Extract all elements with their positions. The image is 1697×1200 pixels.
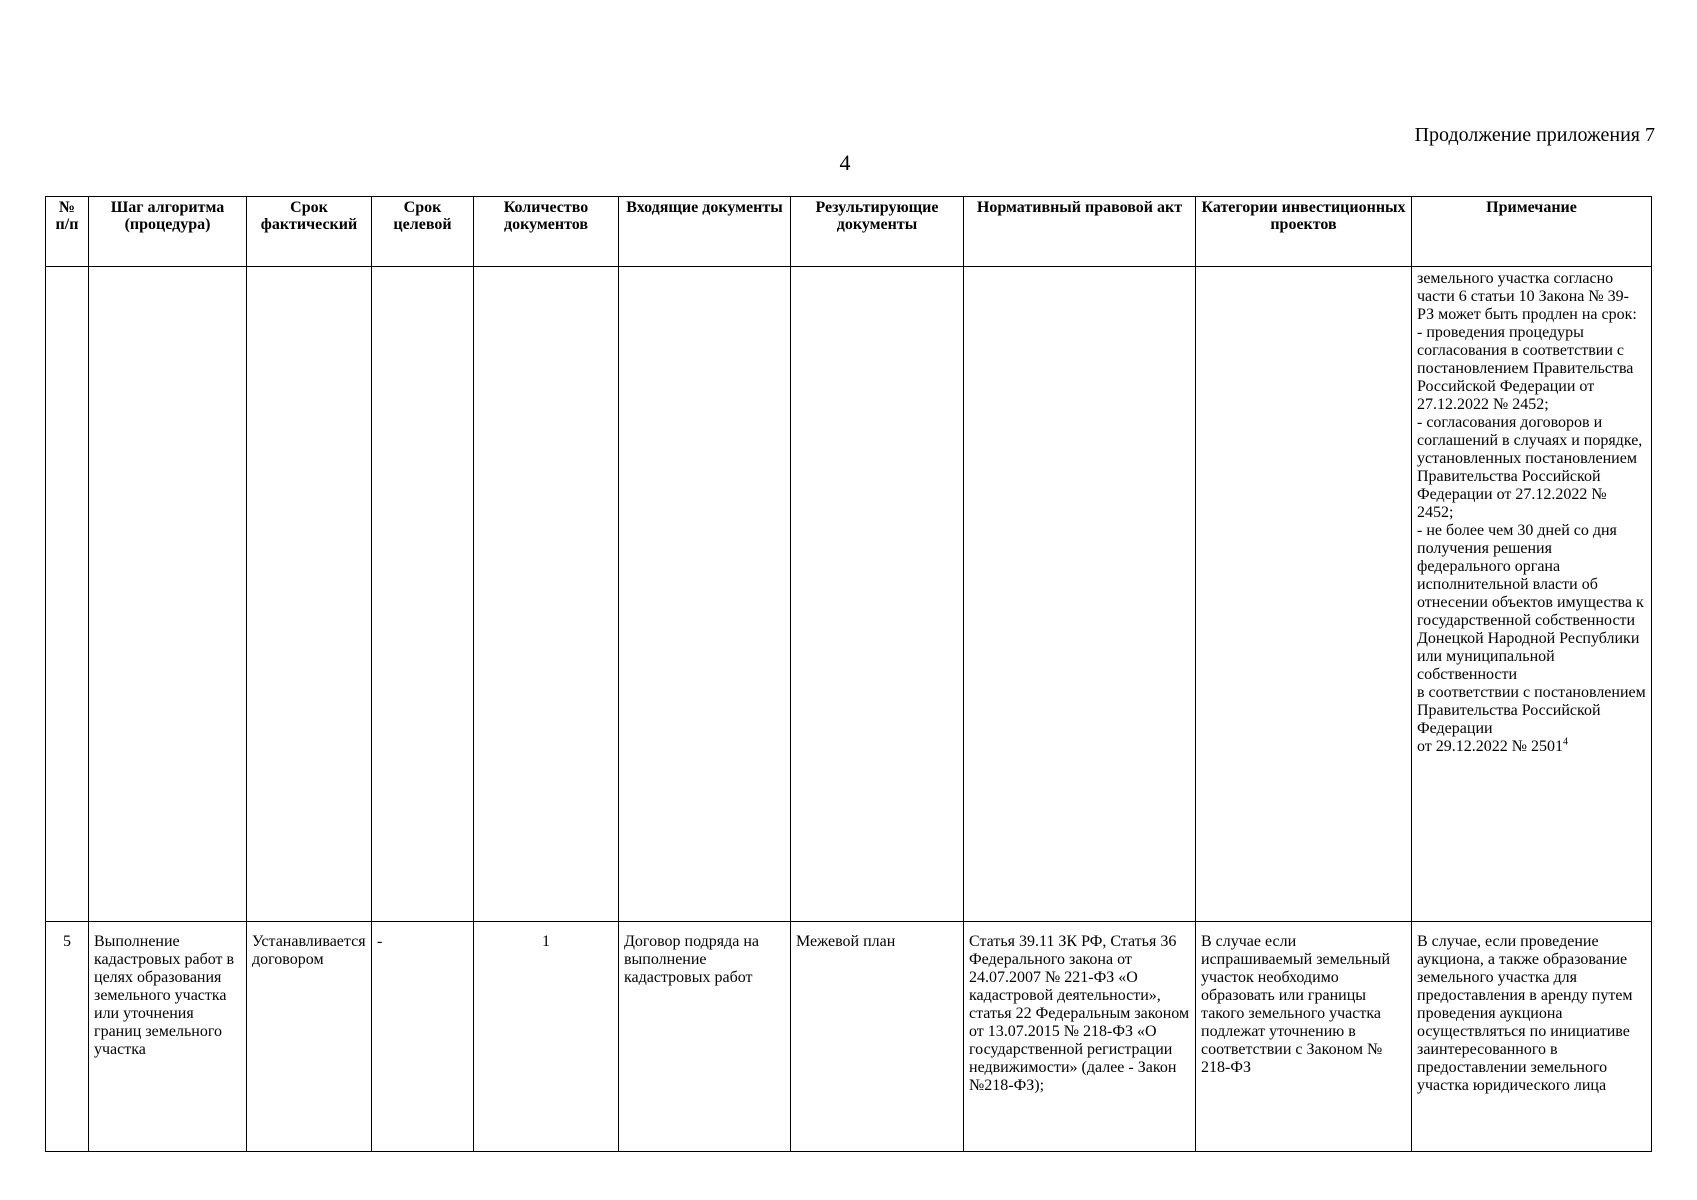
- step-cell: Выполнение кадастровых работ в целях образования земельного участка или уточнения границ земельного участка: [89, 922, 247, 1152]
- incoming-docs-cell: Договор подряда на выполнение кадастровых работ: [619, 922, 791, 1152]
- cell-empty: [619, 267, 791, 922]
- table-header-row: [46, 197, 1652, 267]
- resulting-docs-cell: Межевой план: [791, 922, 964, 1152]
- cell-empty: [89, 267, 247, 922]
- row-number: 5: [46, 922, 89, 1152]
- table-row: [46, 267, 1652, 922]
- algorithm-table: [45, 196, 1652, 1152]
- note-cell-continued: [1412, 267, 1652, 922]
- continuation-label: Продолжение приложения 7: [1414, 124, 1655, 146]
- cell-empty: [964, 267, 1196, 922]
- term-target-cell: -: [372, 922, 474, 1152]
- header-step: Шаг алгоритма (процедура): [89, 197, 247, 267]
- header-incoming: Входящие документы: [619, 197, 791, 267]
- cell-empty: [46, 267, 89, 922]
- note-cell: В случае, если проведение аукциона, а также образование земельного участка для предоставления в аренду путем проведения аукциона осуществляться по инициативе заинтересованного в предоставлении земельного участка юридического лица: [1412, 922, 1652, 1152]
- legal-act-cell: Статья 39.11 ЗК РФ, Статья 36 Федерального закона от 24.07.2007 № 221-ФЗ «О кадастровой деятельности», статья 22 Федеральным законом от 13.07.2015 № 218-ФЗ «О государственной регистрации недвижимости» (далее - Закон №218-ФЗ);: [964, 922, 1196, 1152]
- header-note: Примечание: [1412, 197, 1652, 267]
- cell-empty: [1196, 267, 1412, 922]
- footnote-mark: 4: [1563, 736, 1569, 748]
- header-legal-act: Нормативный правовой акт: [964, 197, 1196, 267]
- header-term-actual: Срок фактический: [247, 197, 372, 267]
- term-actual-cell: Устанавливается договором: [247, 922, 372, 1152]
- table-row: [46, 922, 1652, 1152]
- cell-empty: [247, 267, 372, 922]
- header-doc-count: Количество документов: [474, 197, 619, 267]
- cell-empty: [474, 267, 619, 922]
- header-categories: Категории инвестиционных проектов: [1196, 197, 1412, 267]
- cell-empty: [791, 267, 964, 922]
- note-text: земельного участка согласно части 6 статьи 10 Закона № 39-РЗ может быть продлен на срок: - проведения процедуры согласования в соответствии с постановлением Правительства Российской Федерации от 27.12.2022 № 2452; - согласования договоров и соглашений в случаях и порядке, установленных постановлением Правительства Российской Федерации от 27.12.2022 № 2452; - не более чем 30 дней со дня получения решения федерального органа исполнительной власти об отнесении объектов имущества к государственной собственности Донецкой Народной Республики или муниципальной собственности в соответствии с постановлением Правительства Российской Федерации от 29.12.2022 № 2501: [1417, 270, 1646, 755]
- cell-empty: [372, 267, 474, 922]
- header-term-target: Срок целевой: [372, 197, 474, 267]
- doc-count-cell: 1: [474, 922, 619, 1152]
- categories-cell: В случае если испрашиваемый земельный участок необходимо образовать или границы такого земельного участка подлежат уточнению в соответствии с Законом № 218-ФЗ: [1196, 922, 1412, 1152]
- header-resulting: Результирующие документы: [791, 197, 964, 267]
- header-num: № п/п: [46, 197, 89, 267]
- page-number: 4: [839, 150, 851, 175]
